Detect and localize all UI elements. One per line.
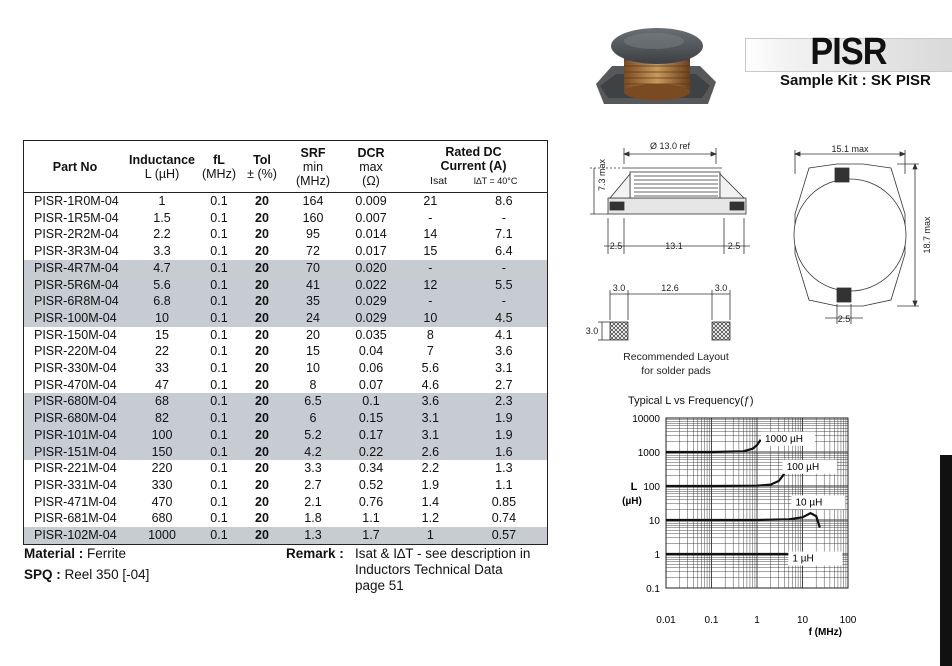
cell-idt: 1.9 [461, 427, 548, 444]
cell-tol: 20 [255, 344, 269, 359]
col-inductance: Inductance L (µH) [126, 141, 198, 193]
cell-idt: 1.9 [461, 410, 548, 427]
cell-srf: 2.1 [304, 494, 322, 509]
table-row [24, 460, 548, 477]
cell-fl: 0.1 [198, 444, 240, 461]
table-row [24, 377, 548, 394]
table-row [24, 226, 548, 243]
x-tick-label: 0.01 [656, 615, 676, 626]
cell-fl: 0.1 [210, 227, 228, 242]
cell-fl: 0.1 [210, 244, 228, 259]
cell-part: PISR-331M-04 [34, 477, 117, 492]
cell-part: PISR-1R0M-04 [34, 194, 119, 208]
cell-fl: 0.1 [210, 511, 228, 526]
y-tick-label: 100 [643, 482, 660, 493]
cell-l: 330 [151, 477, 173, 492]
cell-dcr: 1.7 [342, 527, 400, 544]
pad-side-dim: 3.0 [585, 326, 599, 336]
cell-tol: 20 [255, 461, 269, 476]
layout-caption-2: for solder pads [641, 365, 711, 377]
table-row [24, 410, 548, 427]
cell-fl: 0.1 [210, 327, 228, 342]
cell-isat: 3.1 [400, 410, 461, 427]
cell-dcr: 0.52 [358, 477, 384, 492]
table-row [24, 327, 548, 344]
cell-part: PISR-4R7M-04 [24, 260, 127, 277]
cell-srf: 10 [306, 361, 320, 376]
page-edge-tab [940, 455, 952, 666]
cell-fl: 0.1 [198, 410, 240, 427]
cell-isat: 1.2 [421, 511, 440, 526]
side-view-drawing [578, 136, 758, 258]
cell-srf: 1.3 [284, 527, 342, 544]
cell-fl: 0.1 [210, 361, 228, 376]
x-axis-label: f (MHz) [808, 627, 842, 638]
cell-l: 4.7 [126, 260, 198, 277]
cell-srf: 24 [284, 310, 342, 327]
series-label: 1000 µH [765, 433, 804, 445]
cell-idt: - [501, 210, 506, 225]
dim-side: 18.7 max [922, 216, 932, 254]
table-row [24, 477, 548, 494]
cell-tol: 20 [255, 227, 269, 242]
cell-idt: 0.74 [491, 511, 517, 526]
cell-l: 68 [126, 393, 198, 410]
product-title: PISR [810, 31, 887, 73]
cell-dcr: 0.22 [342, 444, 400, 461]
sample-kit-label: Sample Kit : SK PISR [780, 72, 931, 89]
cell-isat: 10 [400, 310, 461, 327]
cell-isat: 15 [423, 244, 438, 259]
cell-isat: 14 [423, 227, 438, 242]
cell-tol: 20 [255, 511, 269, 526]
cell-part: PISR-681M-04 [34, 511, 117, 526]
dim-left: 2.5 [609, 241, 623, 251]
cell-tol: 20 [255, 377, 269, 392]
dim-diameter: Ø 13.0 ref [649, 141, 691, 151]
cell-dcr: 0.76 [358, 494, 384, 509]
cell-idt: 0.57 [461, 527, 548, 544]
col-rated-current: Rated DC Current (A) Isat I∆T = 40°C [400, 141, 548, 193]
cell-isat: 2.6 [400, 444, 461, 461]
cell-srf: 41 [284, 277, 342, 294]
cell-idt: 2.7 [495, 377, 513, 392]
table-row [24, 444, 548, 461]
y-tick-label: 10 [648, 516, 660, 527]
cell-tol: 20 [255, 494, 269, 509]
cell-isat: - [400, 260, 461, 277]
cell-part: PISR-151M-04 [24, 444, 127, 461]
cell-srf: 6 [284, 410, 342, 427]
cell-dcr: 0.017 [355, 244, 387, 259]
cell-srf: 8 [309, 377, 317, 392]
cell-tol: 20 [240, 393, 284, 410]
cell-srf: 160 [302, 210, 324, 225]
cell-fl: 0.1 [198, 260, 240, 277]
cell-part: PISR-6R8M-04 [24, 293, 127, 310]
table-row [24, 277, 548, 294]
cell-l: 220 [151, 461, 173, 476]
remark-label: Remark : [286, 546, 344, 561]
series-label: 100 µH [786, 461, 820, 473]
table-row [24, 393, 548, 410]
series-label: 1 µH [792, 553, 814, 565]
l-vs-frequency-chart [610, 408, 870, 644]
cell-part: PISR-150M-04 [34, 327, 117, 342]
cell-part: PISR-220M-04 [34, 344, 117, 359]
cell-srf: 6.5 [284, 393, 342, 410]
table-row [24, 193, 548, 210]
dim-height: 7.3 max [597, 158, 607, 191]
cell-isat: 1.9 [421, 477, 440, 492]
cell-srf: 95 [306, 227, 320, 242]
cell-dcr: 0.020 [342, 260, 400, 277]
cell-fl: 0.1 [210, 477, 228, 492]
cell-l: 3.3 [153, 244, 171, 259]
x-tick-label: 0.1 [704, 615, 719, 626]
cell-idt: 0.85 [491, 494, 517, 509]
cell-l: 5.6 [126, 277, 198, 294]
cell-l: 680 [151, 511, 173, 526]
cell-fl: 0.1 [198, 393, 240, 410]
cell-idt: - [461, 260, 548, 277]
cell-dcr: 0.035 [355, 327, 387, 342]
table-row [24, 343, 548, 360]
cell-tol: 20 [240, 277, 284, 294]
cell-dcr: 0.029 [342, 310, 400, 327]
chart-title: Typical L vs Frequency(ƒ) [628, 395, 754, 407]
cell-isat: - [428, 210, 433, 225]
cell-tol: 20 [255, 194, 269, 208]
cell-part: PISR-100M-04 [24, 310, 127, 327]
cell-l: 1.5 [153, 210, 171, 225]
cell-isat: 12 [400, 277, 461, 294]
table-row [24, 293, 548, 310]
y-axis-label-unit: (µH) [622, 496, 642, 507]
cell-idt: 4.5 [461, 310, 548, 327]
cell-idt: 2.3 [461, 393, 548, 410]
cell-tol: 20 [255, 210, 269, 225]
cell-tol: 20 [240, 410, 284, 427]
cell-idt: 8.6 [495, 194, 513, 208]
cell-isat: 21 [423, 194, 438, 208]
cell-fl: 0.1 [210, 194, 228, 208]
cell-srf: 4.2 [284, 444, 342, 461]
cell-srf: 70 [284, 260, 342, 277]
table-row [24, 260, 548, 277]
cell-dcr: 0.022 [342, 277, 400, 294]
cell-dcr: 0.1 [342, 393, 400, 410]
cell-isat: 7 [426, 344, 434, 359]
cell-l: 15 [155, 327, 169, 342]
cell-isat: 5.6 [421, 361, 440, 376]
cell-idt: 7.1 [495, 227, 513, 242]
cell-l: 1 [158, 194, 166, 208]
cell-tol: 20 [255, 477, 269, 492]
cell-l: 1000 [126, 527, 198, 544]
table-row [24, 494, 548, 511]
pad-mid-dim: 12.6 [661, 283, 679, 293]
table-row [24, 527, 548, 544]
cell-part: PISR-1R5M-04 [34, 210, 119, 225]
pad-right-dim: 3.0 [714, 283, 728, 293]
cell-idt: 1.1 [495, 477, 513, 492]
remark-text: Isat & I∆T - see description in Inductors Technical Data page 51 [355, 546, 531, 593]
table-row [24, 310, 548, 327]
cell-fl: 0.1 [210, 494, 228, 509]
cell-part: PISR-221M-04 [34, 461, 117, 476]
cell-dcr: 0.009 [355, 194, 387, 208]
dim-right: 2.5 [727, 241, 741, 251]
cell-part: PISR-101M-04 [24, 427, 127, 444]
spec-table [23, 140, 548, 545]
solder-pad-drawing [582, 280, 752, 380]
table-row [24, 510, 548, 527]
cell-srf: 20 [306, 327, 320, 342]
col-tol: Tol ± (%) [240, 141, 284, 193]
y-axis-label-l: L [630, 481, 638, 493]
dim-top-width: 15.1 max [831, 144, 869, 154]
cell-part: PISR-471M-04 [34, 494, 117, 509]
dim-mid: 13.1 [665, 241, 683, 251]
cell-isat: 4.6 [421, 377, 440, 392]
cell-srf: 5.2 [284, 427, 342, 444]
cell-isat: - [400, 293, 461, 310]
cell-srf: 72 [306, 244, 320, 259]
cell-srf: 15 [306, 344, 320, 359]
cell-isat: 1.4 [421, 494, 440, 509]
cell-part: PISR-680M-04 [24, 393, 127, 410]
cell-l: 10 [126, 310, 198, 327]
layout-caption-1: Recommended Layout [623, 351, 729, 363]
cell-idt: 3.6 [495, 344, 513, 359]
cell-srf: 164 [302, 194, 324, 208]
cell-tol: 20 [240, 260, 284, 277]
cell-idt: 5.5 [461, 277, 548, 294]
cell-srf: 1.8 [304, 511, 322, 526]
cell-fl: 0.1 [198, 293, 240, 310]
cell-isat: 2.2 [421, 461, 440, 476]
cell-l: 150 [126, 444, 198, 461]
material-note: Material : Ferrite [24, 546, 127, 561]
product-photo [590, 24, 725, 114]
cell-fl: 0.1 [210, 210, 228, 225]
cell-isat: 3.6 [400, 393, 461, 410]
cell-tol: 20 [240, 427, 284, 444]
cell-idt: 1.3 [495, 461, 513, 476]
cell-isat: 8 [426, 327, 434, 342]
pad-left-dim: 3.0 [612, 283, 626, 293]
col-dcr: DCR max (Ω) [342, 141, 400, 193]
cell-dcr: 0.06 [358, 361, 384, 376]
cell-part: PISR-680M-04 [24, 410, 127, 427]
cell-dcr: 0.014 [355, 227, 387, 242]
y-tick-label: 1 [654, 550, 660, 561]
table-header-row [24, 141, 548, 193]
table-row [24, 427, 548, 444]
cell-tol: 20 [255, 244, 269, 259]
y-tick-label: 0.1 [646, 584, 660, 595]
cell-tol: 20 [240, 293, 284, 310]
cell-dcr: 0.07 [358, 377, 384, 392]
cell-part: PISR-102M-04 [24, 527, 127, 544]
cell-tol: 20 [240, 444, 284, 461]
cell-tol: 20 [240, 527, 284, 544]
cell-dcr: 0.15 [342, 410, 400, 427]
cell-srf: 35 [284, 293, 342, 310]
spq-note: SPQ : Reel 350 [-04] [24, 567, 150, 582]
cell-l: 33 [155, 361, 169, 376]
cell-l: 470 [151, 494, 173, 509]
cell-part: PISR-470M-04 [34, 377, 117, 392]
col-srf: SRF min (MHz) [284, 141, 342, 193]
cell-fl: 0.1 [210, 461, 228, 476]
cell-srf: 3.3 [304, 461, 322, 476]
cell-l: 100 [126, 427, 198, 444]
table-row [24, 360, 548, 377]
cell-l: 82 [126, 410, 198, 427]
x-tick-label: 10 [796, 615, 809, 626]
col-part-no: Part No [24, 141, 127, 193]
table-row [24, 210, 548, 227]
cell-isat: 3.1 [400, 427, 461, 444]
cell-part: PISR-330M-04 [34, 361, 117, 376]
cell-idt: 3.1 [495, 361, 513, 376]
col-fl: fL (MHz) [198, 141, 240, 193]
cell-srf: 2.7 [304, 477, 322, 492]
y-tick-label: 1000 [637, 448, 660, 459]
cell-dcr: 0.007 [355, 210, 387, 225]
cell-l: 47 [155, 377, 169, 392]
cell-fl: 0.1 [198, 277, 240, 294]
cell-fl: 0.1 [210, 344, 228, 359]
cell-fl: 0.1 [198, 427, 240, 444]
series-label: 10 µH [795, 497, 823, 509]
cell-dcr: 1.1 [362, 511, 380, 526]
cell-idt: - [461, 293, 548, 310]
cell-l: 22 [155, 344, 169, 359]
cell-fl: 0.1 [198, 310, 240, 327]
x-tick-label: 1 [754, 615, 760, 626]
cell-dcr: 0.029 [342, 293, 400, 310]
cell-part: PISR-3R3M-04 [34, 244, 119, 259]
cell-tol: 20 [240, 310, 284, 327]
top-view-drawing [785, 144, 945, 330]
cell-part: PISR-5R6M-04 [24, 277, 127, 294]
cell-isat: 1 [400, 527, 461, 544]
x-tick-label: 100 [839, 615, 857, 626]
cell-idt: 6.4 [495, 244, 513, 259]
cell-tol: 20 [255, 327, 269, 342]
table-row [24, 243, 548, 260]
y-tick-label: 10000 [632, 414, 660, 425]
cell-dcr: 0.17 [342, 427, 400, 444]
cell-tol: 20 [255, 361, 269, 376]
dim-bottom: 2.5 [837, 314, 851, 324]
cell-idt: 4.1 [495, 327, 513, 342]
cell-dcr: 0.34 [358, 461, 384, 476]
cell-dcr: 0.04 [358, 344, 384, 359]
cell-fl: 0.1 [198, 527, 240, 544]
cell-part: PISR-2R2M-04 [34, 227, 119, 242]
cell-l: 2.2 [153, 227, 171, 242]
cell-fl: 0.1 [210, 377, 228, 392]
cell-idt: 1.6 [461, 444, 548, 461]
cell-l: 6.8 [126, 293, 198, 310]
